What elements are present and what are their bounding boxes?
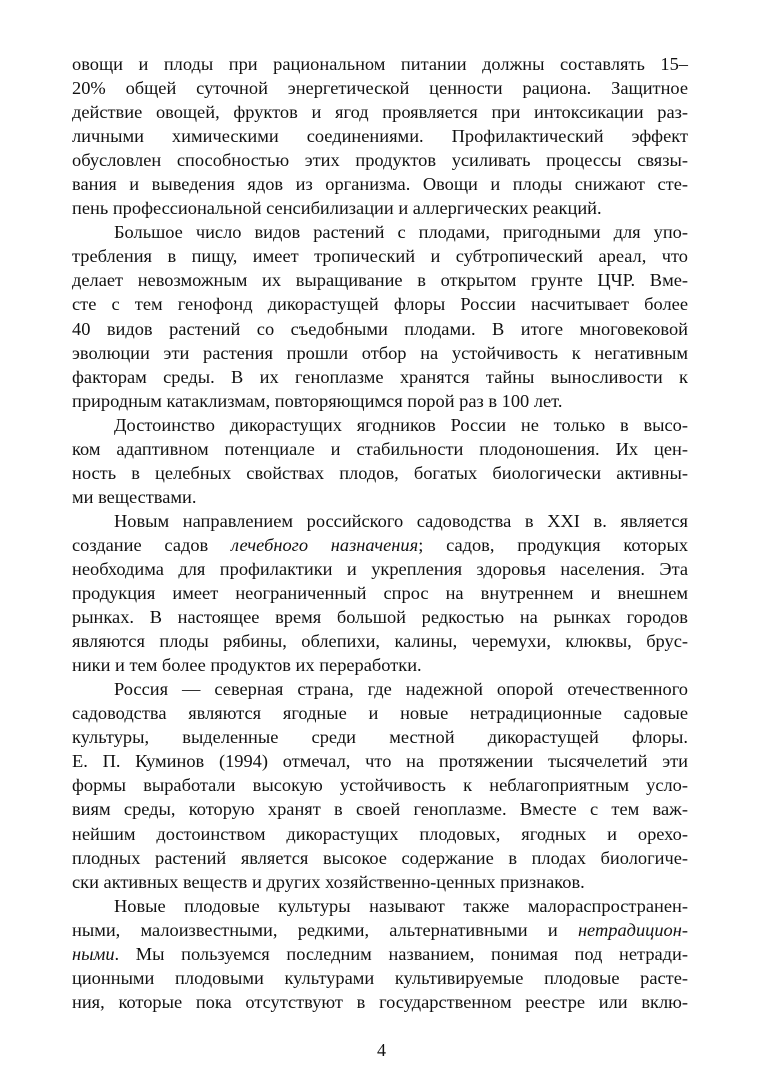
text-segment: создание садов: [72, 534, 231, 555]
text-segment: ционными плодовыми культурами культивируемые плодовые расте-: [72, 967, 688, 988]
text-segment: рынках. В настоящее время большой редкостью на рынках городов: [72, 607, 688, 628]
text-line: [72, 268, 688, 292]
text-segment: садоводства являются ягодные и новые нетрадиционные садовые: [72, 703, 688, 724]
text-line: [72, 822, 688, 846]
paragraph: [72, 52, 688, 220]
text-segment: сте с тем генофонд дикорастущей флоры России насчитывает более: [72, 294, 688, 315]
text-segment: личными химическими соединениями. Профилактический эффект: [72, 126, 688, 147]
text-line: [72, 76, 688, 100]
text-segment: ния, которые пока отсутствуют в государственном реестре или вклю-: [72, 991, 688, 1012]
text-line: [72, 244, 688, 268]
paragraph: [72, 220, 688, 412]
text-segment: 40 видов растений со съедобными плодами. В итоге многовековой: [72, 318, 688, 339]
text-segment: вания и выведения ядов из организма. Овощи и плоды снижают сте-: [72, 174, 688, 195]
text-line: [72, 918, 688, 942]
text-segment: плодных растений является высокое содержание в плодах биологиче-: [72, 847, 688, 868]
text-line: [72, 124, 688, 148]
text-segment: Новым направлением российского садоводства в XXI в. является: [114, 510, 688, 531]
text-line: [72, 172, 688, 196]
text-line: [72, 557, 688, 581]
text-segment: продукция имеет неограниченный спрос на внутреннем и внешнем: [72, 583, 688, 604]
text-line: [72, 341, 688, 365]
text-segment: факторам среды. В их геноплазме хранятся тайны выносливости к: [72, 366, 688, 387]
text-segment: ники и тем более продуктов их переработки.: [72, 655, 422, 676]
text-line: [72, 485, 688, 509]
text-segment: Новые плодовые культуры называют также малораспространен-: [114, 895, 688, 916]
italic-term: ными: [72, 943, 115, 964]
text-segment: культуры, выделенные среди местной дикорастущей флоры.: [72, 727, 688, 748]
text-line: [72, 461, 688, 485]
text-line: [72, 533, 688, 557]
text-line: [72, 797, 688, 821]
text-segment: действие овощей, фруктов и ягод проявляется при интоксикации раз-: [72, 102, 688, 123]
text-line: [72, 292, 688, 316]
text-segment: делает невозможным их выращивание в открытом грунте ЦЧР. Вме-: [72, 270, 688, 291]
text-segment: Е. П. Куминов (1994) отмечал, что на протяжении тысячелетий эти: [72, 751, 688, 772]
text-line: [72, 365, 688, 389]
paragraph: [72, 509, 688, 677]
text-line: [72, 509, 688, 533]
text-line: [72, 437, 688, 461]
paragraph: [72, 677, 688, 893]
text-line: [72, 389, 688, 413]
text-line: [72, 196, 688, 220]
page-number: 4: [377, 1040, 386, 1060]
text-line: [72, 605, 688, 629]
text-line: [72, 894, 688, 918]
text-segment: обусловлен способностью этих продуктов усиливать процессы связы-: [72, 150, 688, 171]
paragraph: [72, 894, 688, 1014]
text-segment: являются плоды рябины, облепихи, калины, черемухи, клюквы, брус-: [72, 631, 688, 652]
text-line: [72, 317, 688, 341]
text-segment: необходима для профилактики и укрепления здоровья населения. Эта: [72, 558, 688, 579]
text-segment: виям среды, которую хранят в своей геноплазме. Вместе с тем важ-: [72, 799, 688, 820]
text-line: [72, 629, 688, 653]
text-line: [72, 725, 688, 749]
text-segment: овощи и плоды при рациональном питании должны составлять 15–: [72, 54, 688, 74]
italic-term: нетрадицион-: [577, 919, 688, 940]
text-line: [72, 749, 688, 773]
italic-term: лечебного назначения: [231, 534, 419, 555]
text-line: [72, 100, 688, 124]
text-segment: Достоинство дикорастущих ягодников России не только в высо-: [114, 414, 688, 435]
text-line: [72, 846, 688, 870]
text-segment: формы выработали высокую устойчивость к неблагоприятным усло-: [72, 775, 688, 796]
page-body: [72, 52, 688, 1014]
text-line: [72, 773, 688, 797]
text-segment: ными, малоизвестными, редкими, альтернативными и: [72, 919, 578, 940]
text-segment: Большое число видов растений с плодами, пригодными для упо-: [114, 222, 688, 243]
text-segment: пень профессиональной сенсибилизации и аллергических реакций.: [72, 198, 602, 219]
paragraph: [72, 413, 688, 509]
text-line: [72, 990, 688, 1014]
text-line: [72, 701, 688, 725]
text-segment: ; садов, продукция которых: [418, 534, 689, 555]
text-line: [72, 653, 688, 677]
text-line: [72, 966, 688, 990]
text-line: [72, 52, 688, 76]
text-line: [72, 677, 688, 701]
text-segment: требления в пищу, имеет тропический и субтропический ареал, что: [72, 246, 688, 267]
text-line: [72, 581, 688, 605]
text-line: [72, 413, 688, 437]
text-segment: ми веществами.: [72, 486, 197, 507]
text-segment: ность в целебных свойствах плодов, богатых биологически активны-: [72, 462, 688, 483]
text-line: [72, 220, 688, 244]
text-line: [72, 148, 688, 172]
text-segment: ски активных веществ и других хозяйственно-ценных признаков.: [72, 871, 585, 892]
text-segment: нейшим достоинством дикорастущих плодовых, ягодных и орехо-: [72, 823, 688, 844]
text-segment: . Мы пользуемся последним названием, понимая под нетради-: [114, 943, 688, 964]
text-segment: ком адаптивном потенциале и стабильности плодоношения. Их цен-: [72, 438, 688, 459]
text-segment: 20% общей суточной энергетической ценности рациона. Защитное: [72, 78, 688, 99]
text-segment: природным катаклизмам, повторяющимся порой раз в 100 лет.: [72, 390, 563, 411]
text-segment: эволюции эти растения прошли отбор на устойчивость к негативным: [72, 342, 688, 363]
text-line: [72, 942, 688, 966]
text-segment: Россия — северная страна, где надежной опорой отечественного: [114, 679, 688, 700]
text-line: [72, 870, 688, 894]
